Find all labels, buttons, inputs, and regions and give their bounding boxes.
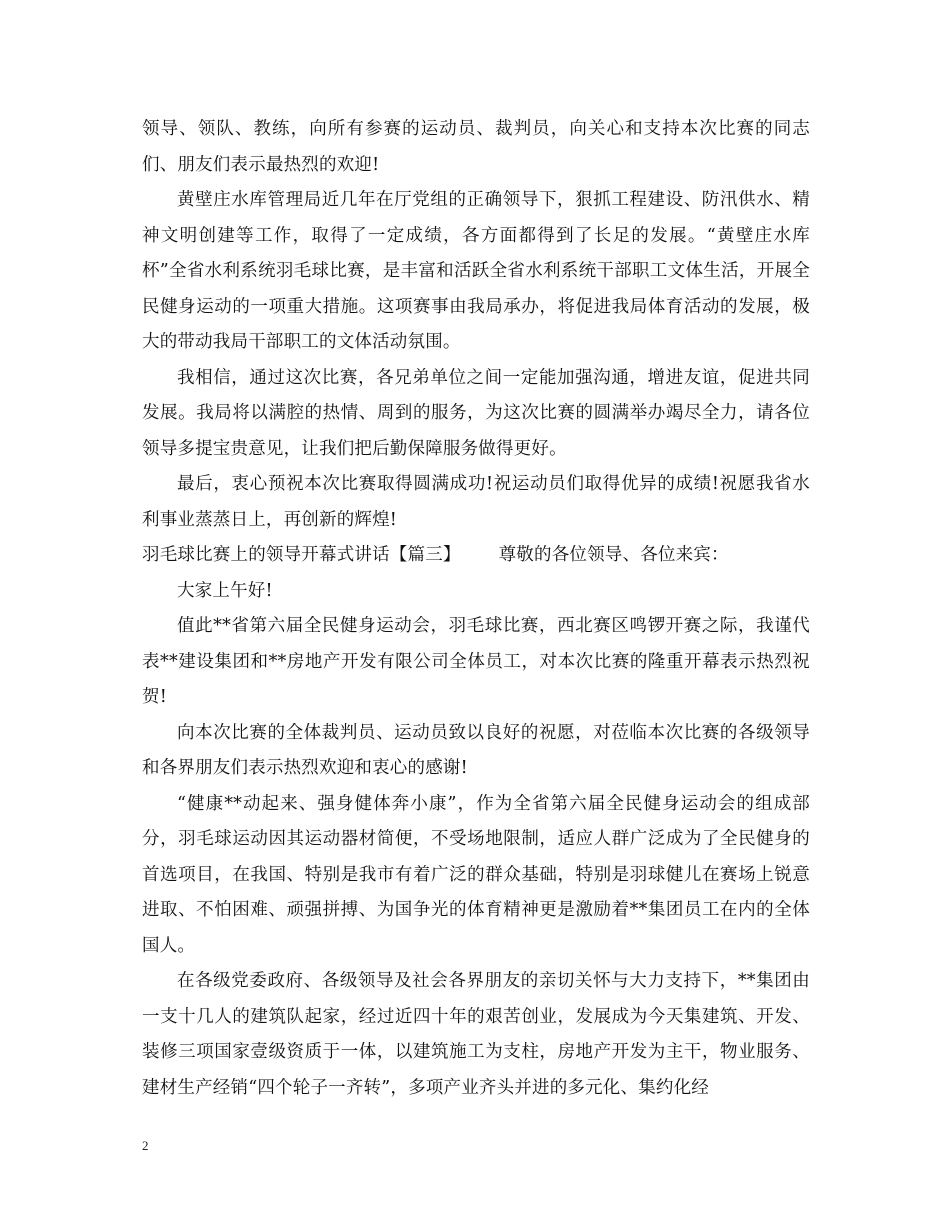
section-greeting: 尊敬的各位领导、各位来宾：: [498, 545, 729, 565]
paragraph-6: 值此**省第六届全民健身运动会，羽毛球比赛，西北赛区鸣锣开赛之际，我谨代表**建设集团和**房地产开发有限公司全体员工，对本次比赛的隆重开幕表示热烈祝贺!: [142, 616, 810, 707]
paragraph-3: 我相信，通过这次比赛，各兄弟单位之间一定能加强沟通，增进友谊，促进共同发展。我局将以满腔的热情、周到的服务，为这次比赛的圆满举办竭尽全力，请各位领导多提宝贵意见，让我们把后勤保障服务做得更好。: [142, 367, 810, 459]
section-heading-line: [142, 538, 810, 574]
paragraph-1: 领导、领队、教练，向所有参赛的运动员、裁判员，向关心和支持本次比赛的同志们、朋友们表示最热烈的欢迎!: [142, 119, 810, 175]
paragraph-2: 黄壁庄水库管理局近几年在厅党组的正确领导下，狠抓工程建设、防汛供水、精神文明创建等工作，取得了一定成绩，各方面都得到了长足的发展。“黄壁庄水库杯”全省水利系统羽毛球比赛，是丰富和活跃全省水利系统干部职工文体生活，开展全民健身运动的一项重大措施。这项赛事由我局承办，将促进我局体育活动的发展，极大的带动我局干部职工的文体活动氛围。: [142, 190, 810, 352]
document-body: [142, 112, 810, 1106]
paragraph-4: 最后，衷心预祝本次比赛取得圆满成功!祝运动员们取得优异的成绩!祝愿我省水利事业蒸蒸日上，再创新的辉煌!: [142, 474, 810, 530]
paragraph-8: “健康**动起来、强身健体奔小康”，作为全省第六届全民健身运动会的组成部分，羽毛球运动因其运动器材简便，不受场地限制，适应人群广泛成为了全民健身的首选项目，在我国、特别是我市有着广泛的群众基础，特别是羽球健儿在赛场上锐意进取、不怕困难、顽强拼搏、为国争光的体育精神更是激励着**集团员工在内的全体国人。: [142, 793, 810, 956]
paragraph-9: 在各级党委政府、各级领导及社会各界朋友的亲切关怀与大力支持下，**集团由一支十几人的建筑队起家，经过近四十年的艰苦创业，发展成为今天集建筑、开发、装修三项国家壹级资质于一体，以建筑施工为支柱，房地产开发为主干，物业服务、建材生产经销“四个轮子一齐转”，多项产业齐头并进的多元化、集约化经: [142, 971, 810, 1098]
paragraph-5: 大家上午好!: [177, 580, 273, 601]
section-heading: 羽毛球比赛上的领导开幕式讲话【篇三】: [142, 545, 461, 565]
page-number: 2: [142, 1138, 149, 1153]
paragraph-7: 向本次比赛的全体裁判员、运动员致以良好的祝愿，对莅临本次比赛的各级领导和各界朋友们表示热烈欢迎和衷心的感谢!: [142, 722, 810, 778]
